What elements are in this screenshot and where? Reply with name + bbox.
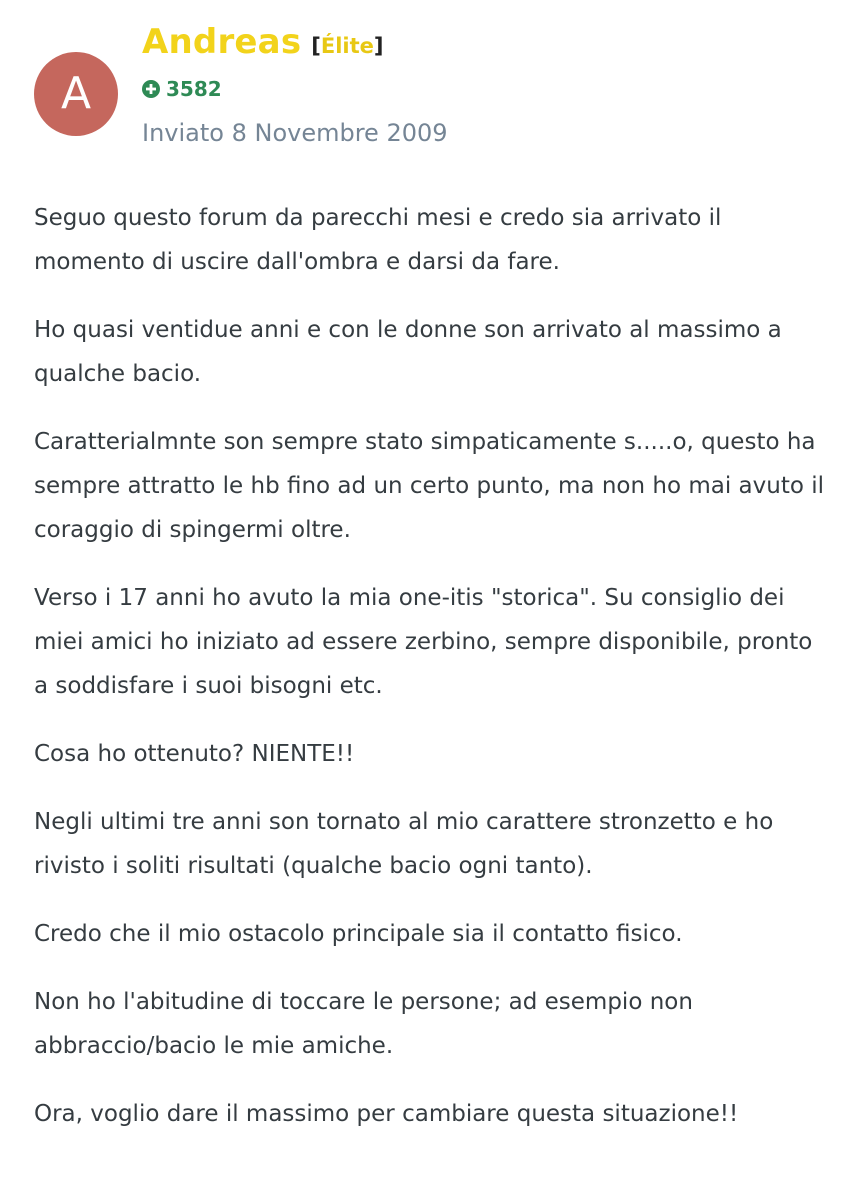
post-paragraph: Ora, voglio dare il massimo per cambiare questa situazione!! xyxy=(34,1101,739,1127)
post-paragraph: Verso i 17 anni ho avuto la mia one-itis "storica". Su consiglio dei miei amici ho iniziato ad essere zerbino, sempre disponibile, pronto a soddisfare i suoi bisogni etc. xyxy=(34,585,813,699)
post-paragraph: Negli ultimi tre anni son tornato al mio carattere stronzetto e ho rivisto i soliti risultati (qualche bacio ogni tanto). xyxy=(34,809,774,879)
post-paragraph: Caratterialmnte son sempre stato simpaticamente s.....o, questo ha sempre attratto le hb fino ad un certo punto, ma non ho mai avuto il coraggio di spingermi oltre. xyxy=(34,429,824,543)
post-paragraph: Seguo questo forum da parecchi mesi e credo sia arrivato il momento di uscire dall'ombra e darsi da fare. xyxy=(34,205,722,275)
rank-bracket-open: [ xyxy=(311,34,321,58)
post-paragraph: Cosa ho ottenuto? NIENTE!! xyxy=(34,741,355,767)
post-paragraph: Ho quasi ventidue anni e con le donne son arrivato al massimo a qualche bacio. xyxy=(34,317,782,387)
reputation-count: 3582 xyxy=(166,77,222,101)
user-rank-badge xyxy=(311,34,383,58)
rank-bracket-close: ] xyxy=(373,34,384,58)
avatar[interactable] xyxy=(34,52,118,136)
post-date-link[interactable]: Inviato 8 Novembre 2009 xyxy=(142,119,448,147)
post-paragraph: Non ho l'abitudine di toccare le persone; ad esempio non abbraccio/bacio le mie amiche. xyxy=(34,989,693,1059)
plus-circle-icon xyxy=(142,80,160,98)
reputation-badge[interactable] xyxy=(142,77,222,101)
rank-label: Élite xyxy=(320,34,374,58)
avatar-letter: A xyxy=(60,68,92,119)
author-line xyxy=(142,22,384,62)
post-paragraph: Credo che il mio ostacolo principale sia il contatto fisico. xyxy=(34,921,683,947)
post-content xyxy=(34,196,824,1160)
author-name-link[interactable]: Andreas xyxy=(142,22,302,62)
